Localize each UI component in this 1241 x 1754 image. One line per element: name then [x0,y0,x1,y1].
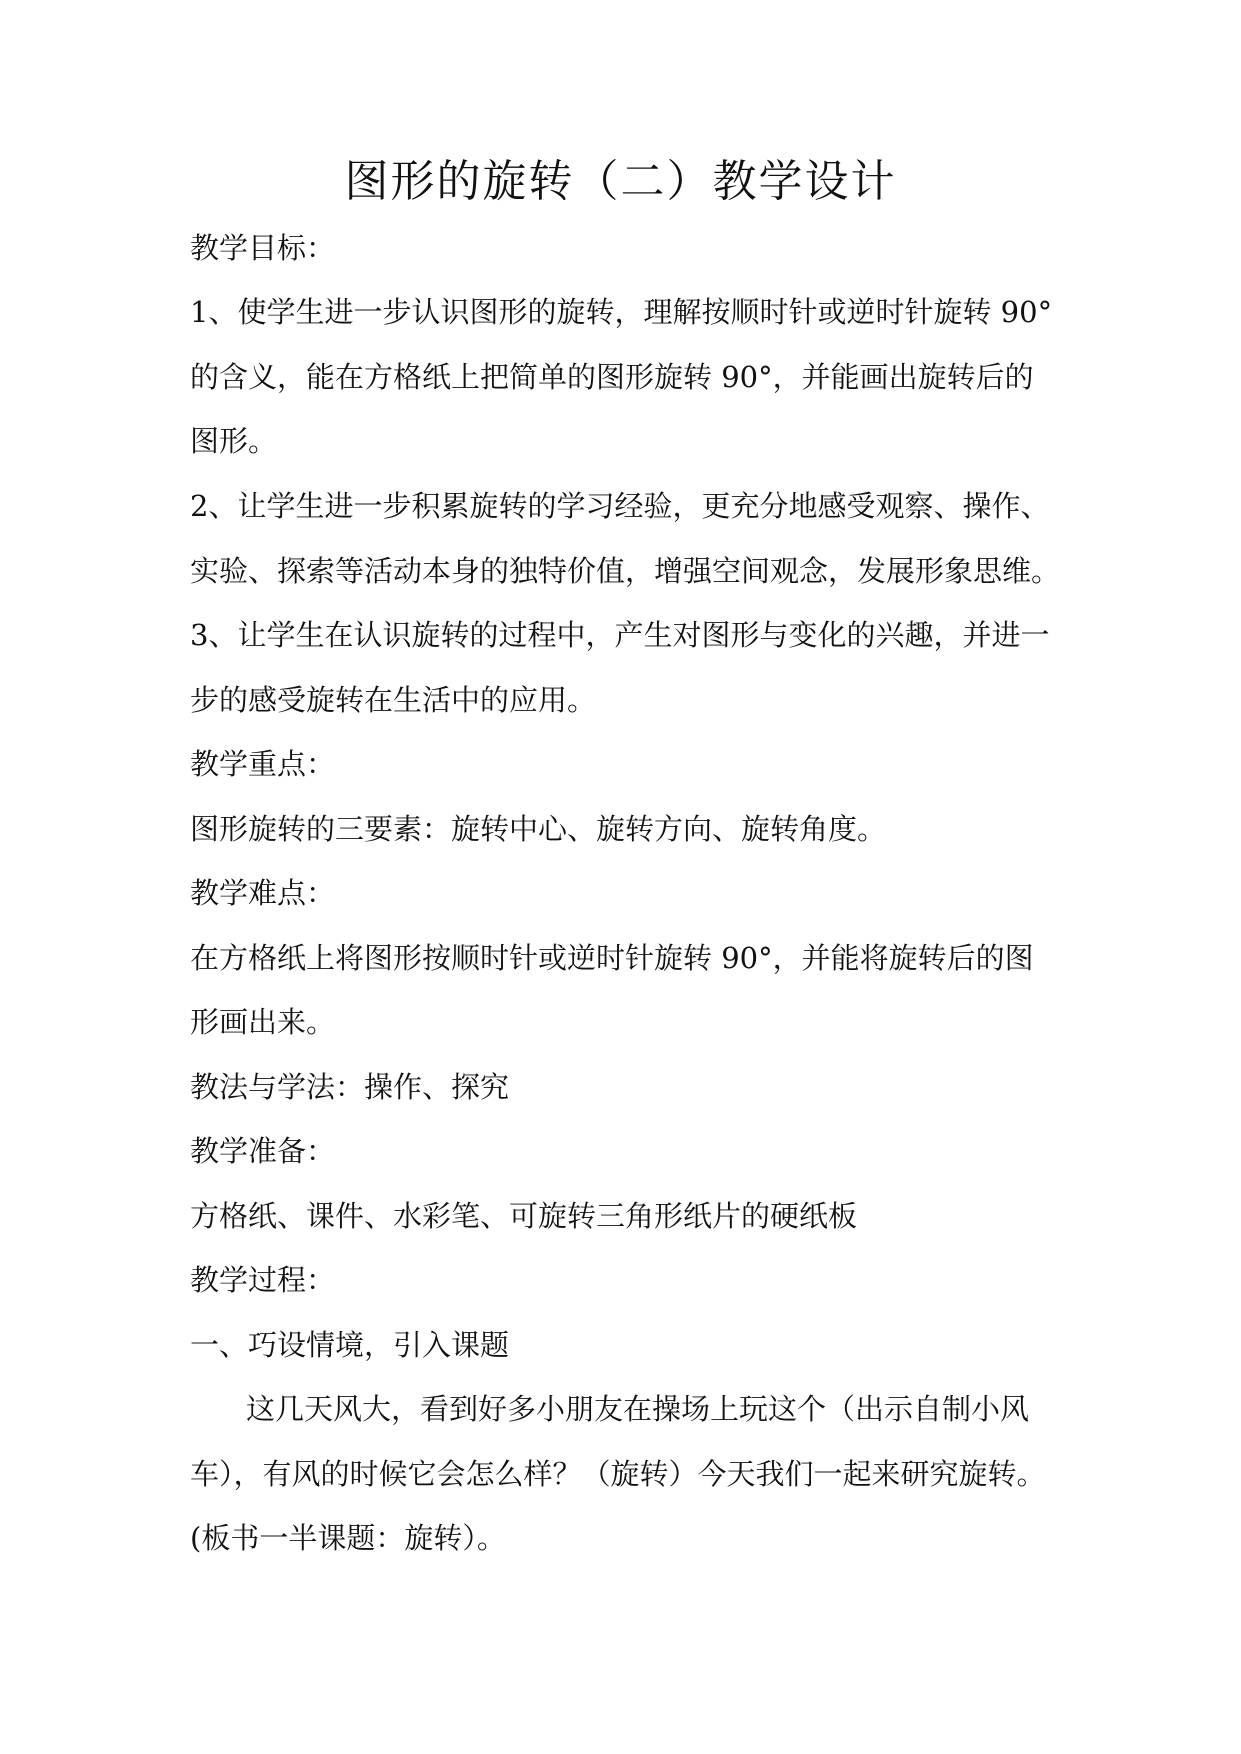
difficulties-line-2: 形画出来。 [190,1005,336,1039]
goal-2-line-2: 实验、探索等活动本身的独特价值，增强空间观念，发展形象思维。 [190,554,1061,588]
heading-teaching-goals: 教学目标： [190,231,336,265]
section-one-heading: 一、巧设情境，引入课题 [190,1328,510,1362]
paragraph-line-3: (板书一半课题：旋转）。 [190,1521,506,1555]
methods-text: 教法与学法：操作、探究 [190,1070,510,1104]
goal-1-line-1: 1、使学生进一步认识图形的旋转，理解按顺时针或逆时针旋转 90° [190,295,1053,329]
goal-1-line-3: 图形。 [190,424,278,458]
paragraph-line-2: 车），有风的时候它会怎么样？（旋转）今天我们一起来研究旋转。 [190,1457,1046,1491]
goal-3-line-2: 步的感受旋转在生活中的应用。 [190,683,597,717]
heading-preparation: 教学准备： [190,1134,336,1168]
difficulties-line-1: 在方格纸上将图形按顺时针或逆时针旋转 90°，并能将旋转后的图 [190,941,1034,975]
document-title: 图形的旋转（二）教学设计 [344,156,897,207]
goal-1-line-2: 的含义，能在方格纸上把简单的图形旋转 90°，并能画出旋转后的 [190,360,1034,394]
goal-2-line-1: 2、让学生进一步积累旋转的学习经验，更充分地感受观察、操作、 [190,489,1050,523]
heading-difficulties: 教学难点： [190,876,336,910]
key-points-text: 图形旋转的三要素：旋转中心、旋转方向、旋转角度。 [190,812,887,846]
heading-key-points: 教学重点： [190,747,336,781]
preparation-text: 方格纸、课件、水彩笔、可旋转三角形纸片的硬纸板 [190,1199,858,1233]
heading-process: 教学过程： [190,1263,336,1297]
goal-3-line-1: 3、让学生在认识旋转的过程中，产生对图形与变化的兴趣，并进一 [190,618,1050,652]
paragraph-line-1: 这几天风大，看到好多小朋友在操场上玩这个（出示自制小风 [246,1392,1030,1426]
